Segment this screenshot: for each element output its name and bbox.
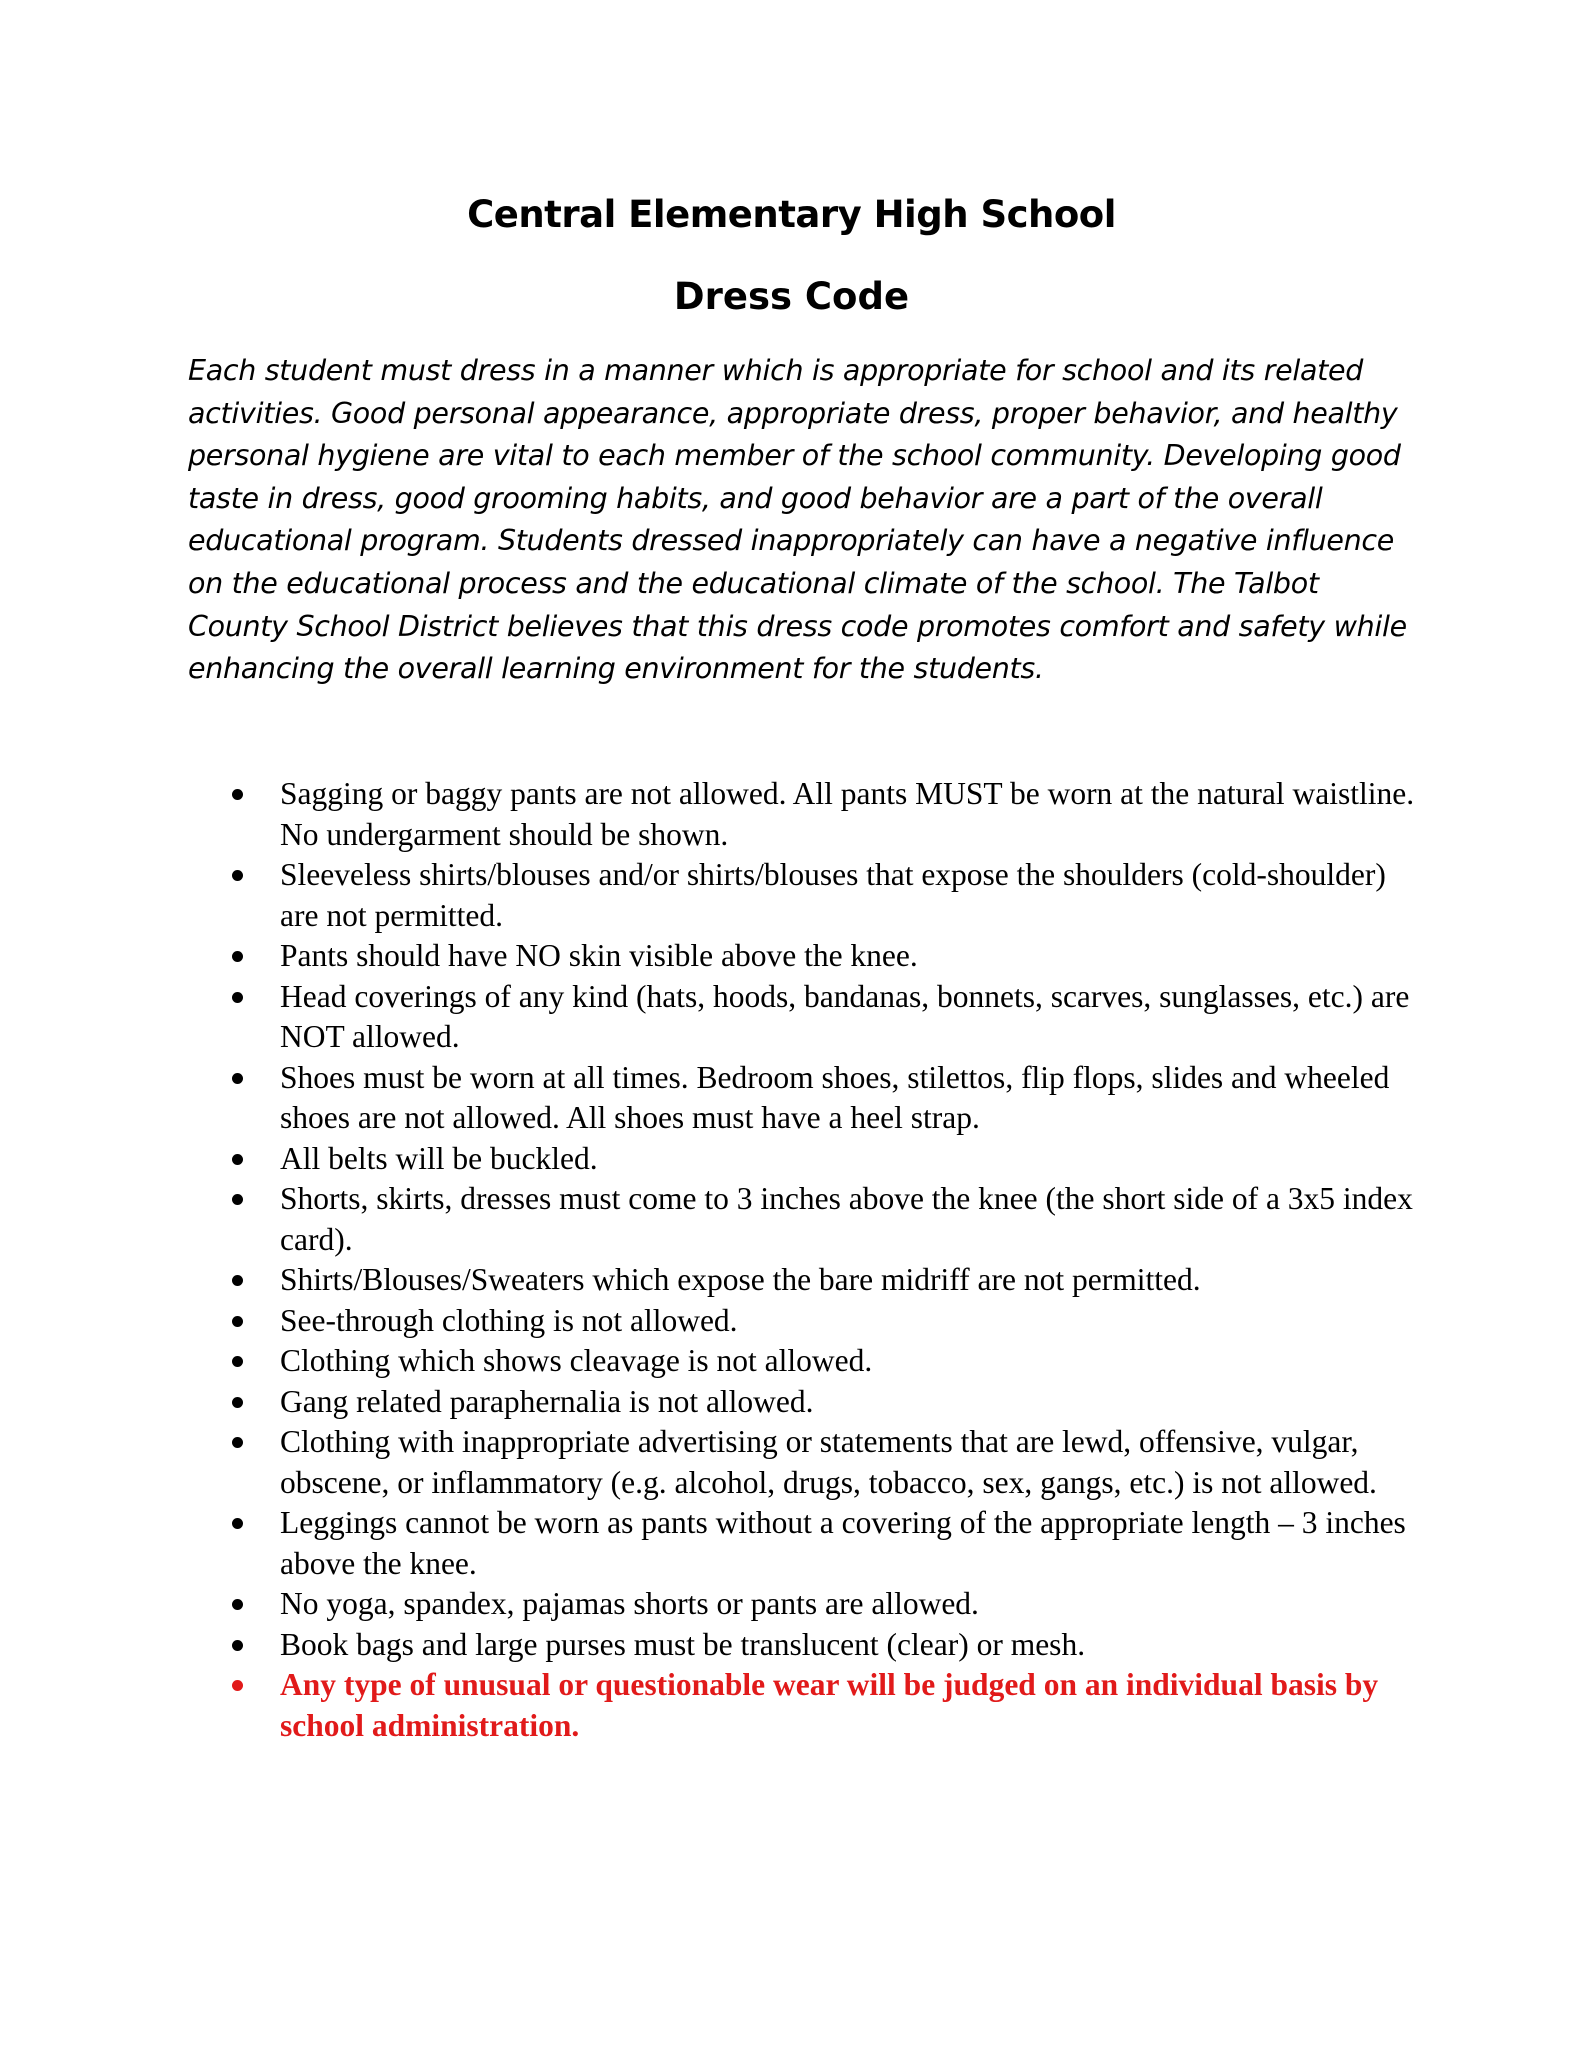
- rule-item: [190, 1503, 1420, 1584]
- bullet-icon: [232, 870, 243, 881]
- bullet-icon: [232, 1437, 243, 1448]
- rule-item-highlighted: [190, 1665, 1420, 1746]
- rule-text: See-through clothing is not allowed.: [280, 1302, 738, 1338]
- rules-list: [190, 774, 1420, 1746]
- rule-item: [190, 1301, 1420, 1342]
- rule-text: Any type of unusual or questionable wear will be judged on an individual basis by school administration.: [280, 1667, 1379, 1743]
- rule-text: Gang related paraphernalia is not allowed.: [280, 1383, 814, 1419]
- bullet-icon: [232, 1275, 243, 1286]
- rule-item: [190, 1382, 1420, 1423]
- rule-text: Clothing which shows cleavage is not allowed.: [280, 1343, 873, 1378]
- bullet-icon: [232, 1397, 243, 1408]
- bullet-icon: [232, 789, 243, 800]
- bullet-icon: [232, 951, 243, 962]
- rule-text: All belts will be buckled.: [280, 1140, 598, 1176]
- rule-text: Shoes must be worn at all times. Bedroom shoes, stilettos, flip flops, slides and wheeled shoes are not allowed. All shoes must have a heel strap.: [280, 1059, 1390, 1135]
- rule-item: [190, 1260, 1420, 1301]
- page-title: Central Elementary High School: [467, 193, 1116, 236]
- rule-text: Shorts, skirts, dresses must come to 3 inches above the knee (the short side of a 3x5 index card).: [280, 1181, 1413, 1257]
- rule-text: Book bags and large purses must be translucent (clear) or mesh.: [280, 1626, 1086, 1662]
- rule-text: Head coverings of any kind (hats, hoods, bandanas, bonnets, scarves, sunglasses, etc.) are NOT allowed.: [280, 978, 1410, 1054]
- rule-text: Sleeveless shirts/blouses and/or shirts/blouses that expose the shoulders (cold-shoulder) are not permitted.: [280, 857, 1386, 933]
- rule-text: Clothing with inappropriate advertising or statements that are lewd, offensive, vulgar, obscene, or inflammatory (e.g. alcohol, drugs, tobacco, sex, gangs, etc.) is not allowed.: [280, 1424, 1377, 1500]
- rule-text: Sagging or baggy pants are not allowed. All pants MUST be worn at the natural waistline. No undergarment should be shown.: [280, 776, 1415, 852]
- bullet-icon: [232, 1073, 243, 1084]
- rule-item: [190, 855, 1420, 936]
- intro-paragraph: Each student must dress in a manner which is appropriate for school and its related activities. Good personal appearance, appropriate dress, proper behavior, and healthy personal hygiene are vital to each member of the school community. Developing good taste in dress, good grooming habits, and good behavior are a part of the overall educational program. Students dressed inappropriately can have a negative influence on the educational process and the educational climate of the school. The Talbot County School District believes that this dress code promotes comfort and safety while enhancing the overall learning environment for the students.: [188, 354, 1407, 686]
- bullet-icon: [232, 1194, 243, 1205]
- rule-item: [190, 1422, 1420, 1503]
- rule-text: Pants should have NO skin visible above the knee.: [280, 938, 918, 973]
- bullet-icon: [232, 1680, 243, 1691]
- rule-item: [190, 1625, 1420, 1666]
- rule-item: [190, 774, 1420, 855]
- bullet-icon: [232, 1356, 243, 1367]
- bullet-icon: [232, 1154, 243, 1165]
- bullet-icon: [232, 1599, 243, 1610]
- rule-item: [190, 1341, 1420, 1382]
- rule-item: [190, 936, 1420, 977]
- page-subtitle: Dress Code: [673, 275, 910, 318]
- rule-item: [190, 1139, 1420, 1180]
- rule-text: Shirts/Blouses/Sweaters which expose the bare midriff are not permitted.: [280, 1262, 1201, 1297]
- rule-item: [190, 1058, 1420, 1139]
- rule-item: [190, 977, 1420, 1058]
- rule-text: Leggings cannot be worn as pants without a covering of the appropriate length – 3 inches above the knee.: [280, 1505, 1406, 1581]
- rule-text: No yoga, spandex, pajamas shorts or pants are allowed.: [280, 1586, 979, 1621]
- rule-item: [190, 1179, 1420, 1260]
- rule-item: [190, 1584, 1420, 1625]
- bullet-icon: [232, 1316, 243, 1327]
- bullet-icon: [232, 1518, 243, 1529]
- bullet-icon: [232, 1640, 243, 1651]
- bullet-icon: [232, 992, 243, 1003]
